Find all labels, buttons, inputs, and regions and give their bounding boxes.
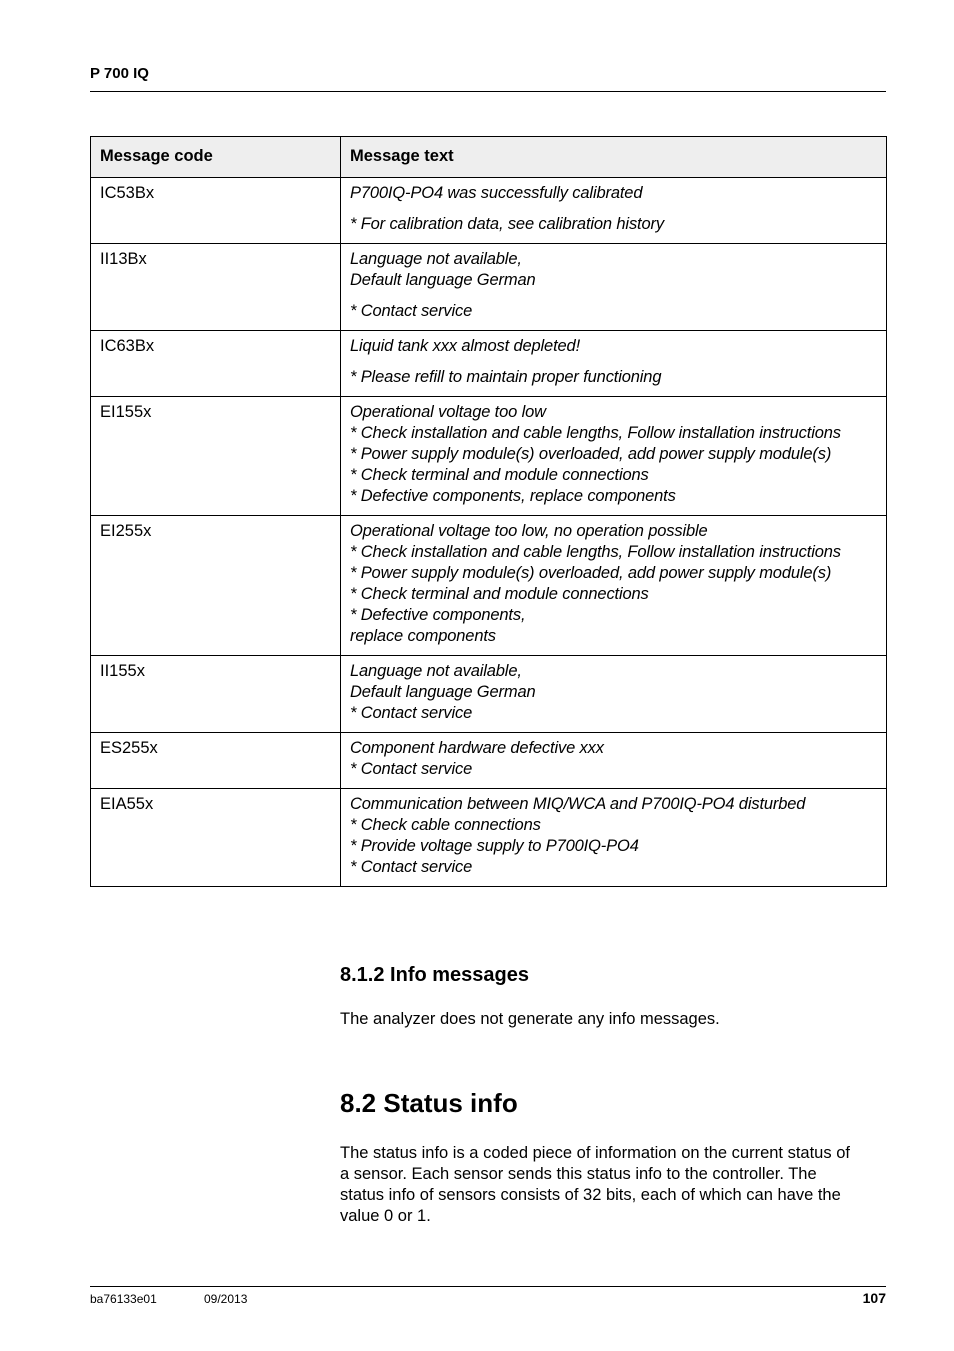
message-line: * Check installation and cable lengths, Follow installation instructions	[350, 424, 841, 442]
message-text-cell	[341, 656, 887, 733]
column-header-text: Message text	[341, 137, 887, 178]
message-line: * Please refill to maintain proper functioning	[350, 368, 662, 386]
message-code-cell: II155x	[91, 656, 341, 733]
message-line: * Defective components, replace components	[350, 487, 676, 505]
table-row	[91, 397, 887, 516]
column-header-code: Message code	[91, 137, 341, 178]
message-line: * Check cable connections	[350, 816, 541, 834]
message-code-cell: IC63Bx	[91, 331, 341, 397]
message-line: Communication between MIQ/WCA and P700IQ-PO4 disturbed	[350, 795, 806, 813]
table-row	[91, 733, 887, 789]
message-table	[90, 136, 887, 887]
message-code-cell: ES255x	[91, 733, 341, 789]
message-line: Operational voltage too low, no operation possible	[350, 522, 708, 540]
info-messages-text: The analyzer does not generate any info messages.	[340, 1010, 720, 1028]
message-paragraph	[350, 521, 877, 647]
message-paragraph	[350, 661, 877, 724]
message-line: * Power supply module(s) overloaded, add power supply module(s)	[350, 445, 832, 463]
message-line: * Provide voltage supply to P700IQ-PO4	[350, 837, 639, 855]
message-line: * Defective components,	[350, 606, 526, 624]
status-info-line: The status info is a coded piece of information on the current status of	[340, 1144, 850, 1162]
table-row	[91, 656, 887, 733]
info-messages-heading: 8.1.2 Info messages	[340, 964, 529, 986]
message-text-cell	[341, 516, 887, 656]
page-number: 107	[862, 1290, 886, 1306]
message-text-cell	[341, 244, 887, 331]
message-line: Component hardware defective xxx	[350, 739, 604, 757]
message-text-cell	[341, 733, 887, 789]
message-line: Default language German	[350, 683, 536, 701]
message-code-cell: II13Bx	[91, 244, 341, 331]
message-line: Liquid tank xxx almost depleted!	[350, 337, 581, 355]
message-line: * Contact service	[350, 302, 473, 320]
table-body	[91, 178, 887, 887]
message-line: * Check terminal and module connections	[350, 585, 649, 603]
message-paragraph	[350, 214, 877, 235]
message-code-cell: EI155x	[91, 397, 341, 516]
table-header-row	[91, 137, 887, 178]
footer-date: 09/2013	[204, 1292, 248, 1306]
message-line: * Check installation and cable lengths, Follow installation instructions	[350, 543, 841, 561]
footer-document-id: ba76133e01	[90, 1292, 157, 1306]
status-info-paragraph	[340, 1143, 888, 1227]
table-row	[91, 516, 887, 656]
message-line: P700IQ-PO4 was successfully calibrated	[350, 184, 643, 202]
header-divider	[90, 91, 886, 92]
message-line: Operational voltage too low	[350, 403, 546, 421]
message-line: replace components	[350, 627, 496, 645]
message-code-cell: IC53Bx	[91, 178, 341, 244]
message-text-cell	[341, 178, 887, 244]
message-paragraph	[350, 249, 877, 291]
message-paragraph	[350, 738, 877, 780]
message-line: Language not available,	[350, 662, 522, 680]
message-code-cell: EIA55x	[91, 789, 341, 887]
message-line: * Contact service	[350, 858, 473, 876]
message-line: Language not available,	[350, 250, 522, 268]
running-header-title: P 700 IQ	[90, 65, 149, 82]
table-row	[91, 244, 887, 331]
status-info-line: status info of sensors consists of 32 bits, each of which can have the	[340, 1186, 841, 1204]
status-info-line: a sensor. Each sensor sends this status info to the controller. The	[340, 1165, 817, 1183]
status-info-line: value 0 or 1.	[340, 1207, 431, 1225]
message-line: * Contact service	[350, 760, 473, 778]
message-paragraph	[350, 336, 877, 357]
message-paragraph	[350, 183, 877, 204]
message-text-cell	[341, 331, 887, 397]
message-text-cell	[341, 789, 887, 887]
table-row	[91, 331, 887, 397]
message-paragraph	[350, 794, 877, 878]
status-info-heading: 8.2 Status info	[340, 1088, 518, 1118]
message-text-cell	[341, 397, 887, 516]
message-line: * Check terminal and module connections	[350, 466, 649, 484]
message-line: * For calibration data, see calibration history	[350, 215, 664, 233]
message-code-cell: EI255x	[91, 516, 341, 656]
message-paragraph	[350, 367, 877, 388]
message-line: * Power supply module(s) overloaded, add power supply module(s)	[350, 564, 832, 582]
table-row	[91, 178, 887, 244]
table-row	[91, 789, 887, 887]
message-paragraph	[350, 301, 877, 322]
footer-divider	[90, 1286, 886, 1287]
message-paragraph	[350, 402, 877, 507]
message-line: * Contact service	[350, 704, 473, 722]
message-line: Default language German	[350, 271, 536, 289]
